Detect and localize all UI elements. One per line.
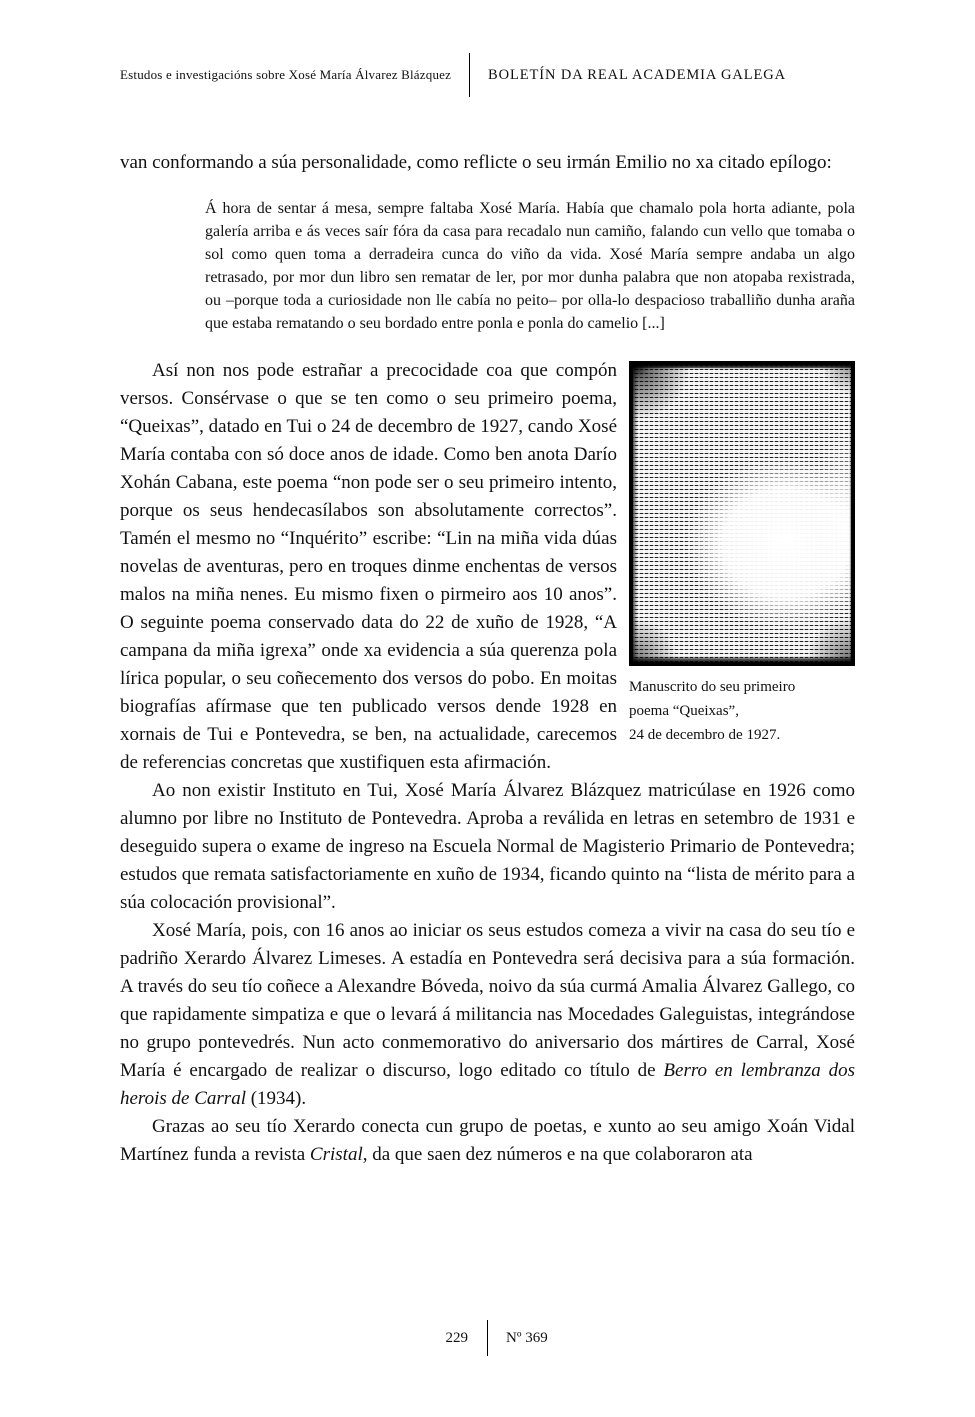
main-text-block	[120, 357, 855, 1169]
paragraph-precocity: Así non nos pode estrañar a precocidade coa que compón versos. Consérvase o que se ten como o seu primeiro poema, “Queixas”, datado en Tui o 24 de decembro de 1927, cando Xosé María contaba con só doce anos de idade. Como ben anota Darío Xohán Cabana, este poema “non pode ser o seu primeiro intento, porque os seus hendecasílabos son absolutamente correctos”. Tamén el mesmo no “Inquérito” escribe: “Lin na miña vida dúas novelas de aventuras, pero en troques dinme enchentas de versos malos na miña nenes. Eu mismo fixen o pirmeiro aos 10 anos”. O seguinte poema conservado data do 22 de xuño de 1928, “A campana da miña igrexa” onde xa evidencia a súa querenza pola lírica popular, o seu coñecemento dos versos do pobo. En moitas biografías afírmase que ten publicado versos dende 1928 en xornais de Tui e Pontevedra, se ben, na actualidade, carecemos de referencias concretas que xustifiquen esta afirmación.	[120, 360, 617, 773]
page-number: 229	[445, 1329, 468, 1346]
intro-paragraph: van conformando a súa personalidade, como reflicte o seu irmán Emilio no xa citado epílogo:	[120, 152, 832, 173]
figure-caption-line: 24 de decembro de 1927.	[629, 727, 781, 743]
paragraph-text: , da que saen dez números e na que colaboraron ata	[362, 1144, 753, 1165]
paragraph-instituto: Ao non existir Instituto en Tui, Xosé María Álvarez Blázquez matricúlase en 1926 como alumno por libre no Instituto de Pontevedra. Aproba a reválida en letras en setembro de 1931 e deseguido supera o exame de ingreso na Escuela Normal de Magisterio Primario de Pontevedra; estudos que remata satisfactoriamente en xuño de 1934, ficando quinto na “lista de mérito para a súa colocación provisional”.	[120, 780, 855, 913]
paragraph-text: Grazas ao seu tío Xerardo conecta cun grupo de poetas, e xunto ao seu amigo Xoán Vidal Martínez funda a revista	[120, 1116, 855, 1165]
figure-caption	[629, 675, 855, 747]
running-head	[120, 53, 855, 97]
paragraph-text: Xosé María, pois, con 16 anos ao iniciar os seus estudos comeza a vivir na casa do seu tío e padriño Xerardo Álvarez Limeses. A estadía en Pontevedra será decisiva para a súa formación. A través do seu tío coñece a Alexandre Bóveda, noivo da súa curmá Amalia Álvarez Gallego, co que rapidamente simpatiza e que o levará á militancia nas Mocedades Galeguistas, integrándose no grupo pontevedrés. Nun acto conmemorativo do aniversario dos mártires de Carral, Xosé María é encargado de realizar o discurso, logo editado co título de	[120, 920, 855, 1081]
manuscript-image	[629, 361, 855, 666]
running-head-left: Estudos e investigacións sobre Xosé María Álvarez Blázquez	[120, 67, 452, 82]
page-body	[120, 149, 855, 1169]
paragraph-cristal	[120, 1113, 855, 1169]
figure-caption-line: Manuscrito do seu primeiro	[629, 679, 796, 695]
page-footer	[0, 1320, 975, 1356]
block-quote: Á hora de sentar á mesa, sempre faltaba Xosé María. Había que chamalo pola horta adiante, pola galería arriba e ás veces saír fóra da casa para recadalo nun camiño, falando cun vello que tomaba o sol como quen toma a derradeira cunca do viño da vida. Xosé María sempre andaba un algo retrasado, por mor dun libro sen rematar de ler, por mor dunha palabra que non atopaba rexistrada, ou –porque toda a curiosidade non lle cabía no peito– por olla-lo despacioso traballiño dunha araña que estaba rematando o seu bordado entre ponla e ponla do camelio [...]	[205, 200, 855, 332]
figure	[629, 361, 855, 747]
book-title-italic: Berro en lembranza dos herois de Carral	[120, 1060, 856, 1109]
paragraph-text: (1934).	[245, 1088, 307, 1109]
figure-caption-line: poema “Queixas”,	[629, 703, 739, 719]
running-head-right: BOLETÍN DA REAL ACADEMIA GALEGA	[488, 66, 787, 83]
magazine-title-italic: Cristal	[309, 1144, 363, 1165]
paragraph-pontevedra	[120, 917, 855, 1113]
issue-number: Nº 369	[506, 1329, 548, 1346]
